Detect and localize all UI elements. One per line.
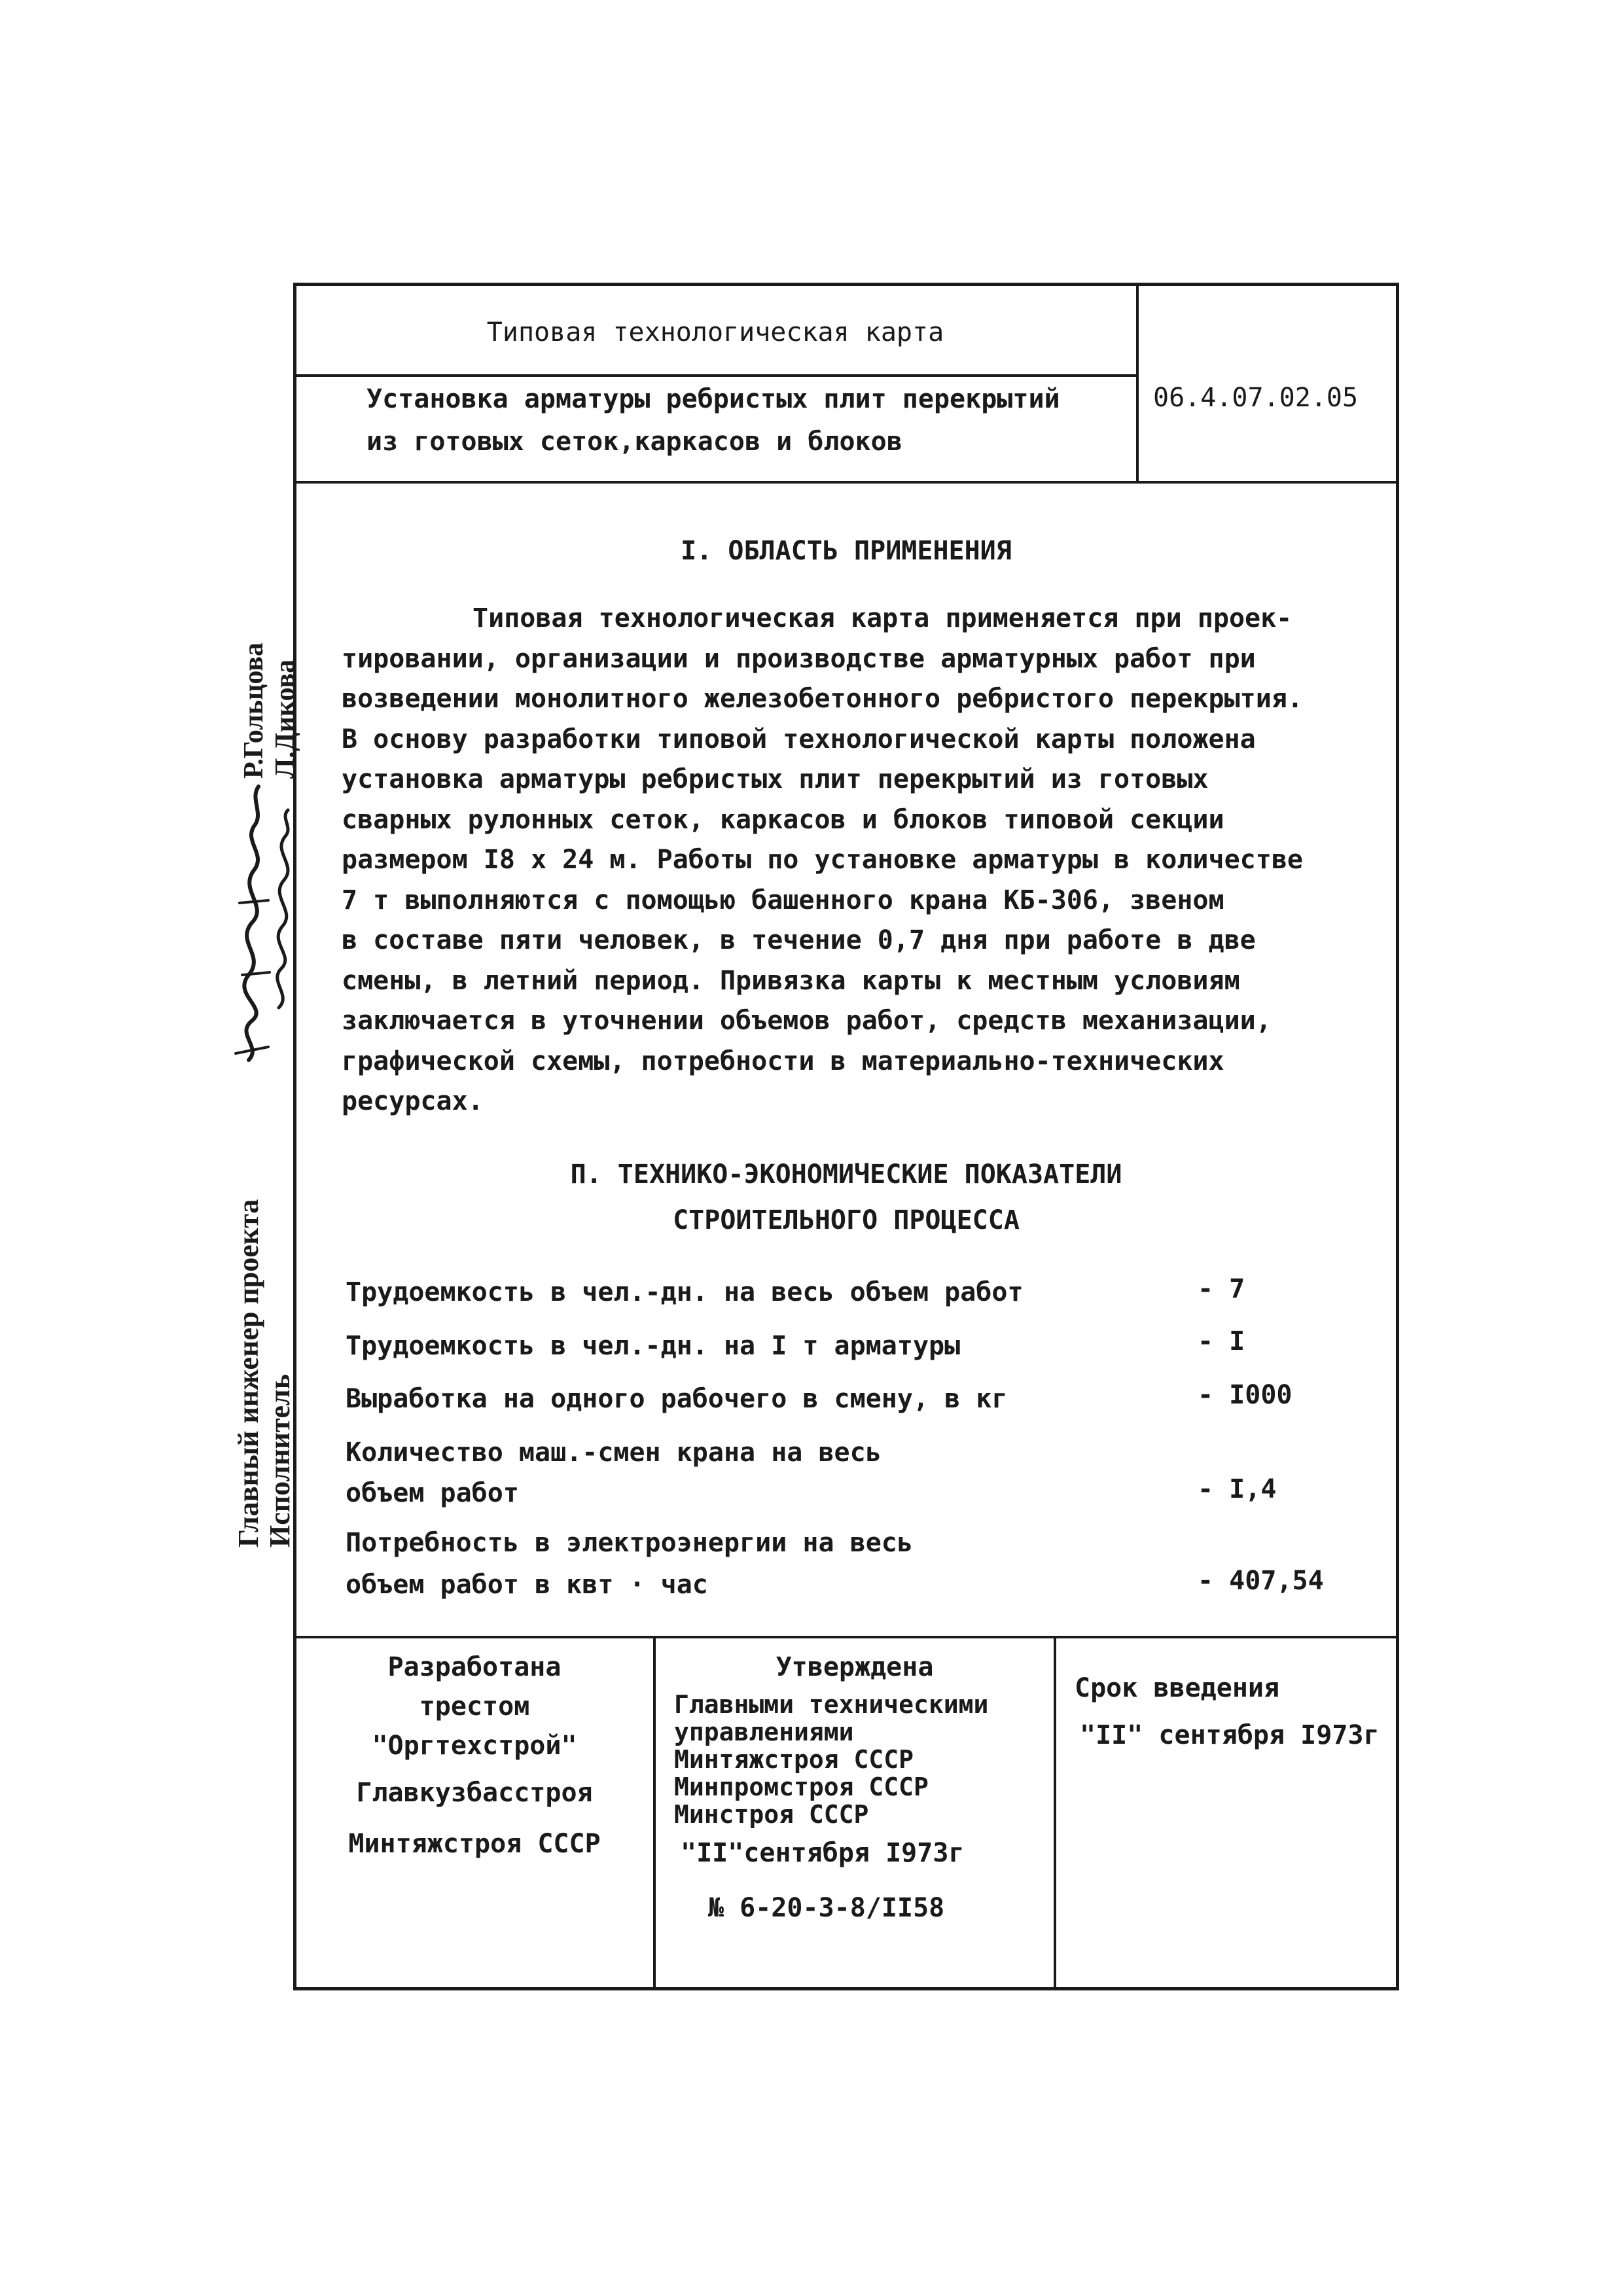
section1-line: установка арматуры ребристых плит перекрытий из готовых (342, 764, 1209, 794)
section1-line: тировании, организации и производстве арматурных работ при (342, 643, 1256, 674)
section1-line: смены, в летний период. Привязка карты к местным условиям (342, 965, 1240, 996)
sidebar-role1: Главный инженер проекта (232, 1199, 264, 1547)
section1-line: графической схемы, потребности в материально-технических (342, 1046, 1224, 1076)
indicator-label: Трудоемкость в чел.-дн. на весь объем работ (346, 1277, 1024, 1307)
section1-line: Типовая технологическая карта применяется при проек- (473, 603, 1293, 633)
document-code: 06.4.07.02.05 (1153, 383, 1359, 413)
developed-line2: трестом (419, 1691, 530, 1722)
indicator-label: Трудоемкость в чел.-дн. на I т арматуры (346, 1331, 961, 1361)
section2-heading-line2: СТРОИТЕЛЬНОГО ПРОЦЕССА (673, 1205, 1020, 1235)
section1-line: заключается в уточнении объемов работ, средств механизации, (342, 1006, 1272, 1036)
header-code-divider (1136, 283, 1139, 482)
section1-line: сварных рулонных сеток, каркасов и блоков типовой секции (342, 804, 1224, 835)
approved-line2: управлениями (674, 1718, 854, 1746)
developed-line4: Главкузбасстроя (356, 1778, 593, 1808)
indicator-value: - 7 (1198, 1274, 1245, 1304)
section1-line: 7 т выполняются с помощью башенного крана КБ-306, звеном (342, 885, 1224, 915)
indicator-label: объем работ (346, 1478, 519, 1508)
approved-date: "II"сентября I973г (681, 1838, 965, 1868)
approved-line3: Минтяжстроя СССР (674, 1745, 914, 1774)
signature-2 (259, 805, 305, 1014)
developed-line5: Минтяжстроя СССР (348, 1829, 601, 1859)
section1-line: в составе пяти человек, в течение 0,7 дня при работе в две (342, 925, 1256, 955)
indicator-value: - I000 (1198, 1380, 1293, 1410)
effective-heading: Срок введения (1075, 1673, 1280, 1703)
section2-heading-line1: П. ТЕХНИКО-ЭКОНОМИЧЕСКИЕ ПОКАЗАТЕЛИ (570, 1159, 1122, 1190)
effective-date: "II" сентября I973г (1080, 1720, 1380, 1750)
section1-line: возведении монолитного железобетонного ребристого перекрытия. (342, 684, 1304, 714)
indicator-label: объем работ в квт · час (346, 1570, 708, 1600)
approval-number: № 6-20-3-8/II58 (708, 1893, 945, 1923)
indicator-value: - I,4 (1198, 1474, 1277, 1504)
section1-body (342, 599, 1376, 1122)
sidebar-name2: Л.Дикова (270, 659, 300, 779)
approved-heading: Утверждена (776, 1652, 934, 1682)
sidebar-name1: Р.Гольцова (239, 643, 269, 779)
approved-line5: Минстроя СССР (674, 1800, 869, 1829)
indicator-value: - I (1198, 1326, 1245, 1356)
header-divider-1 (293, 374, 1137, 377)
footer-divider-1 (653, 1636, 656, 1989)
approved-line4: Минпромстроя СССР (674, 1773, 929, 1801)
section1-line: ресурсах. (342, 1086, 484, 1116)
indicator-label: Количество маш.-смен крана на весь (346, 1438, 882, 1468)
indicator-value: - 407,54 (1198, 1566, 1324, 1596)
header-subtitle-line1: Установка арматуры ребристых плит перекрытий (366, 384, 1060, 414)
section1-line: размером I8 x 24 м. Работы по установке арматуры в количестве (342, 845, 1304, 875)
sidebar-role2: Исполнитель (264, 1373, 296, 1547)
developed-line3: "Оргтехстрой" (372, 1731, 577, 1761)
approved-line1: Главными техническими (674, 1690, 989, 1719)
header-title: Типовая технологическая карта (486, 317, 944, 347)
footer-divider-2 (1054, 1636, 1056, 1989)
developed-line1: Разработана (387, 1652, 562, 1682)
footer-top-divider (293, 1636, 1399, 1638)
header-bottom-divider (293, 481, 1399, 484)
indicator-label: Потребность в электроэнергии на весь (346, 1528, 913, 1558)
section1-line: В основу разработки типовой технологической карты положена (342, 724, 1256, 754)
section1-heading: I. ОБЛАСТЬ ПРИМЕНЕНИЯ (681, 536, 1012, 566)
indicator-label: Выработка на одного рабочего в смену, в кг (346, 1384, 1008, 1414)
header-subtitle-line2: из готовых сеток,каркасов и блоков (366, 427, 902, 457)
